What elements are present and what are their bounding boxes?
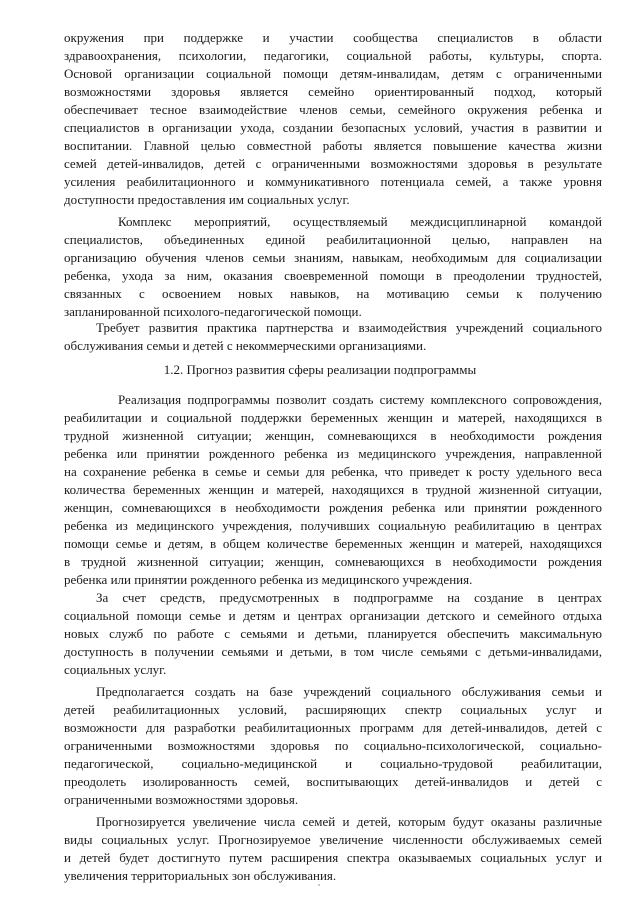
text-line: реабилитации и социальной поддержки беременных женщин и матерей, находящихся в bbox=[64, 410, 602, 425]
text-line: трудной жизненной ситуации; женщин, сомневающихся в необходимости рождения bbox=[64, 428, 602, 443]
text-line: ребенка, ухода за ним, оказания своевременной помощи в преодолении трудностей, bbox=[64, 268, 602, 283]
text-line: обеспечивает тесное взаимодействие членов семьи, семейного окружения ребенка и bbox=[64, 102, 602, 117]
text-line: доступность в получении семьями и детьми, в том числе семьями с детьми-инвалидами, bbox=[64, 644, 602, 659]
text-line: социальных услуг. bbox=[64, 662, 167, 677]
text-line: запланированной психолого-педагогической помощи. bbox=[64, 304, 362, 319]
text-line: усиления реабилитационного и коммуникативного потенциала семей, а также уровня bbox=[64, 174, 602, 189]
text-line: доступности предоставления им социальных услуг. bbox=[64, 192, 350, 207]
text-line: связанных с освоением новых навыков, на мотивацию семьи к получению bbox=[64, 286, 602, 301]
section-heading: 1.2. Прогноз развития сферы реализации подпрограммы bbox=[163, 362, 477, 377]
text-line: воспитании. Главной целью совместной работы является повышение качества жизни bbox=[64, 138, 602, 153]
text-line: женщин, сомневающихся в необходимости рождения ребенка или принятии рожденного bbox=[64, 500, 602, 515]
text-line: ребенка или принятии рожденного ребенка из медицинского учреждения. bbox=[64, 572, 473, 587]
text-line: Требует развития практика партнерства и взаимодействия учреждений социального bbox=[96, 320, 602, 335]
text-line: Предполагается создать на базе учреждений социального обслуживания семьи и bbox=[96, 684, 602, 699]
text-line: ограниченными возможностями здоровья. bbox=[64, 792, 299, 807]
text-line: семей детей-инвалидов, детей с ограниченными возможностями здоровья в результате bbox=[64, 156, 602, 171]
text-line: здравоохранения, психологии, педагогики, социальной работы, культуры, спорта. bbox=[64, 48, 602, 63]
text-line: Прогнозируется увеличение числа семей и детей, которым будут оказаны различные bbox=[96, 814, 602, 829]
text-line: преодолеть изолированность семей, воспитывающих детей-инвалидов и детей с bbox=[64, 774, 602, 789]
text-line: Основой организации социальной помощи детям-инвалидам, детям с ограниченными bbox=[64, 66, 602, 81]
text-line: ограниченными возможностями здоровья по социально-психологической, социально- bbox=[64, 738, 602, 753]
text-line: ребенка из медицинского учреждения, получивших социальную реабилитацию в центрах bbox=[64, 518, 602, 533]
text-line: специалистов, объединенных единой реабилитационной целью, направлен на bbox=[64, 232, 602, 247]
text-line: возможностями здоровья является семейно ориентированный подход, который bbox=[64, 84, 602, 99]
text-line: виды социальных услуг. Прогнозируемое увеличение численности обслуживаемых семей bbox=[64, 832, 602, 847]
text-line: на сохранение ребенка в семье и семьи для ребенка, что приведет к росту удельного веса bbox=[64, 464, 602, 479]
text-line: возможности для разработки реабилитационных программ для детей-инвалидов, детей с bbox=[64, 720, 602, 735]
scan-speck bbox=[318, 884, 320, 886]
text-line: увеличения территориальных зон обслуживания. bbox=[64, 868, 337, 883]
text-line: окружения при поддержке и участии сообщества специалистов в области bbox=[64, 30, 602, 45]
text-line: помощи семье и детям, в общем количестве беременных женщин и матерей, находящихся bbox=[64, 536, 602, 551]
text-line: ребенка или принятии рожденного ребенка из медицинского учреждения, направленной bbox=[64, 446, 602, 461]
text-line: организацию обучения членов семьи знаниям, навыкам, необходимым для социализации bbox=[64, 250, 602, 265]
text-line: социальной помощи семье и детям и центрах организации детского и семейного отдыха bbox=[64, 608, 602, 623]
text-line: количества беременных женщин и матерей, находящихся в трудной жизненной ситуации, bbox=[64, 482, 602, 497]
text-line: обслуживания семьи и детей с некоммерческими организациями. bbox=[64, 338, 427, 353]
text-line: педагогической, социально-медицинской и социально-трудовой реабилитации, bbox=[64, 756, 602, 771]
text-line: специалистов в организации ухода, создании безопасных условий, участия в развитии и bbox=[64, 120, 602, 135]
text-line: Комплекс мероприятий, осуществляемый междисциплинарной командой bbox=[118, 214, 602, 229]
text-line: За счет средств, предусмотренных в подпрограмме на создание в центрах bbox=[96, 590, 602, 605]
text-line: в трудной жизненной ситуации; женщин, сомневающихся в необходимости рождения bbox=[64, 554, 602, 569]
text-line: новых служб по работе с семьями и детьми, планируется обеспечить максимальную bbox=[64, 626, 602, 641]
text-line: детей реабилитационных условий, расширяющих спектр социальных услуг и bbox=[64, 702, 602, 717]
text-line: Реализация подпрограммы позволит создать систему комплексного сопровождения, bbox=[118, 392, 602, 407]
text-line: и детей будет достигнуто путем расширения спектра оказываемых социальных услуг и bbox=[64, 850, 602, 865]
